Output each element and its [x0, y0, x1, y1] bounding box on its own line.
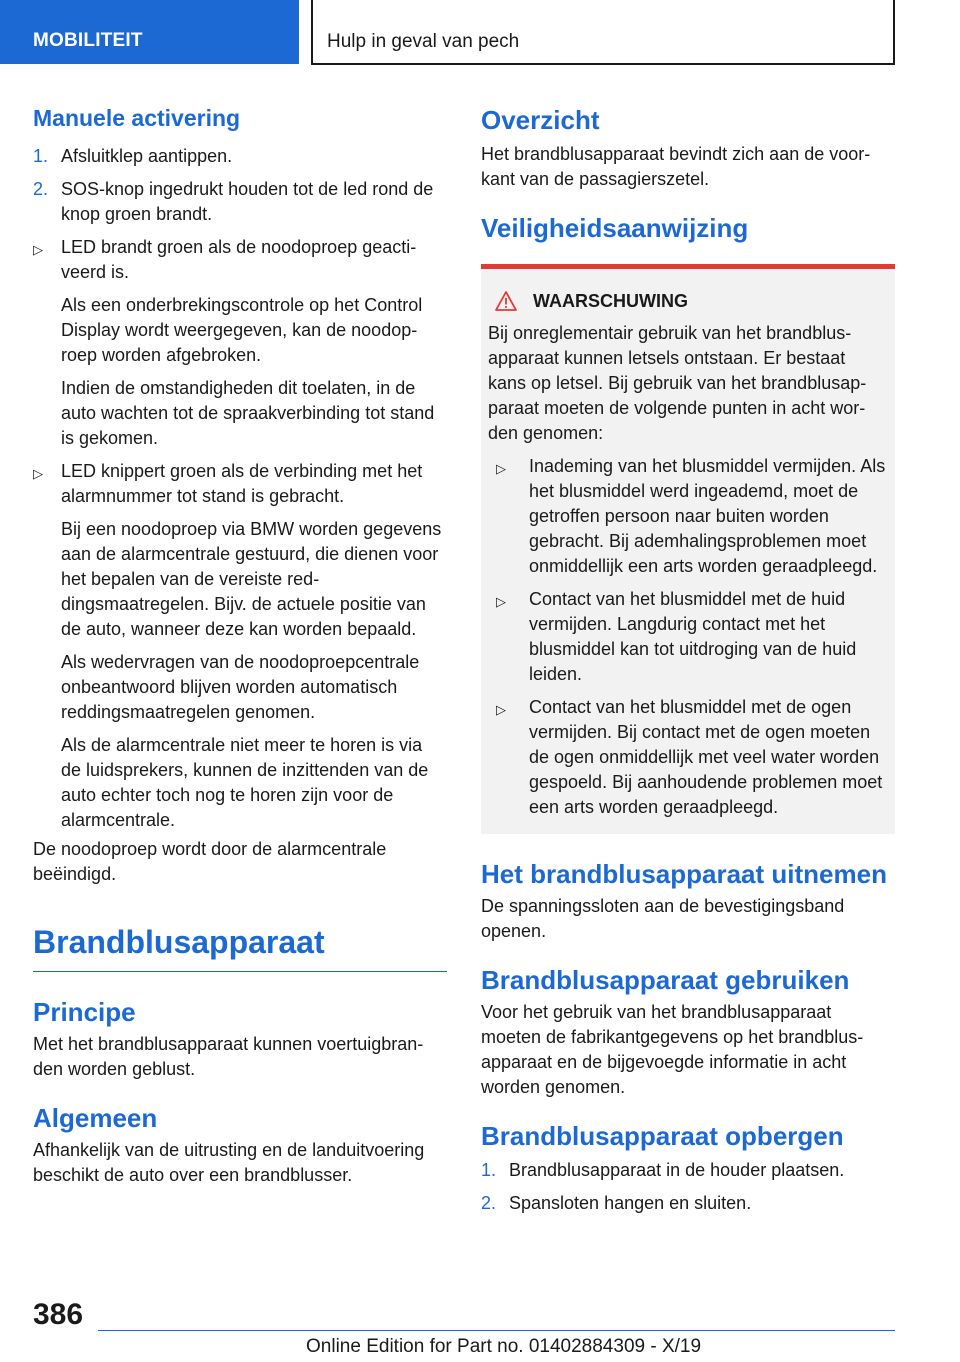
list-item: [496, 695, 887, 820]
list-item: [33, 144, 447, 169]
footer-rule: [98, 1330, 895, 1331]
heading-overview: Overzicht: [481, 105, 600, 135]
sub-paragraph: Als wedervragen van de noodoproepcentrale onbeantwoord blijven worden automatisch reddingsmaatregelen genomen.: [61, 652, 420, 722]
step-number: 1.: [481, 1160, 497, 1180]
heading-store: Brandblusapparaat opbergen: [481, 1121, 844, 1151]
step-text: SOS-knop ingedrukt houden tot de led rond de knop groen brandt.: [61, 179, 434, 224]
bullet-text: Inademing van het blusmiddel vermijden. Als het blusmiddel werd ingeademd, moet de getroffen persoon naar buiten worden gebracht. Bij ademhalingsproblemen moet onmiddellijk een arts worden geraadpleegd.: [529, 456, 886, 576]
paragraph: Voor het gebruik van het brandblusapparaat moeten de fabrikantgegevens op het brandblusapparaat en de bijgevoegde informatie in acht worden genomen.: [481, 1002, 864, 1097]
step-list: [33, 144, 447, 227]
section-label: MOBILITEIT: [33, 30, 143, 51]
left-column: [33, 104, 447, 1188]
step-number: 2.: [33, 179, 49, 199]
step-text: Afsluitklep aantippen.: [61, 146, 233, 166]
heading-general: Algemeen: [33, 1103, 158, 1133]
bullet-text: LED brandt groen als de noodoproep geactiveerd is.: [61, 237, 417, 282]
page-number: 386: [33, 1298, 84, 1331]
step-number: 2.: [481, 1193, 497, 1213]
heading-use: Brandblusapparaat gebruiken: [481, 965, 850, 995]
edition-note: Online Edition for Part no. 01402884309 - X/19: [306, 1336, 702, 1357]
warning-box: [481, 264, 895, 834]
list-item: [33, 459, 447, 509]
triangle-bullet-icon: ▷: [33, 242, 43, 257]
paragraph: Afhankelijk van de uitrusting en de landuitvoering beschikt de auto over een brandblusser.: [33, 1140, 425, 1185]
header-divider-bottom: [311, 63, 895, 65]
bullet-text: Contact van het blusmiddel met de ogen vermijden. Bij contact met de ogen moeten de ogen onmiddellijk met veel water worden gespoeld. Bij aanhoudende problemen moet een arts worden geraadpleegd.: [529, 697, 883, 817]
triangle-bullet-icon: ▷: [496, 461, 506, 476]
bullet-text: LED knippert groen als de verbinding met het alarmnummer tot stand is gebracht.: [61, 461, 423, 506]
section-rule: [33, 971, 447, 972]
header-divider-left: [311, 0, 313, 64]
triangle-bullet-icon: ▷: [496, 594, 506, 609]
sub-paragraph: Als een onderbrekingscontrole op het Control Display wordt weergegeven, kan de noodoproep worden afgebroken.: [61, 295, 423, 365]
section-tab: [0, 0, 299, 64]
paragraph: Met het brandblusapparaat kunnen voertuigbranden worden geblust.: [33, 1034, 424, 1079]
sub-paragraph: Bij een noodoproep via BMW worden gegevens aan de alarmcentrale gestuurd, die dienen voor het bepalen van de vereiste reddingsmaatregelen. Bijv. de actuele positie van de auto, wanneer deze kan worden bepaald.: [61, 519, 442, 639]
triangle-bullet-icon: ▷: [496, 702, 506, 717]
warning-text: Bij onreglementair gebruik van het brandblusapparaat kunnen letsels ontstaan. Er bestaat kans op letsel. Bij gebruik van het brandblusapparaat moeten de volgende punten in acht worden genomen:: [488, 323, 867, 443]
triangle-bullet-icon: ▷: [33, 466, 43, 481]
heading-remove: Het brandblusapparaat uitnemen: [481, 859, 887, 889]
step-number: 1.: [33, 146, 49, 166]
paragraph: De spanningssloten aan de bevestigingsband openen.: [481, 896, 845, 941]
list-item: [496, 454, 887, 579]
heading-principle: Principe: [33, 997, 136, 1027]
chapter-title: Hulp in geval van pech: [327, 31, 520, 52]
warning-triangle-icon: [495, 291, 517, 311]
heading-safety: Veiligheidsaanwijzing: [481, 213, 749, 243]
header-divider-right: [893, 0, 895, 64]
list-item: [33, 235, 447, 285]
step-list: [481, 1158, 895, 1216]
list-item: [481, 1158, 895, 1183]
list-item: [481, 1191, 895, 1216]
warning-label: WAARSCHUWING: [533, 291, 688, 311]
right-column: [481, 104, 895, 1216]
step-text: Brandblusapparaat in de houder plaatsen.: [509, 1160, 845, 1180]
list-item: [496, 587, 887, 687]
paragraph: Het brandblusapparaat bevindt zich aan de voorkant van de passagierszetel.: [481, 144, 871, 189]
paragraph: De noodoproep wordt door de alarmcentrale beëindigd.: [33, 839, 387, 884]
bullet-text: Contact van het blusmiddel met de huid vermijden. Langdurig contact met het blusmiddel kan tot uitdroging van de huid leiden.: [529, 589, 857, 684]
warning-header: [488, 289, 887, 313]
list-item: [33, 177, 447, 227]
heading-manual-activation: Manuele activering: [33, 105, 241, 131]
sub-paragraph: Als de alarmcentrale niet meer te horen is via de luidsprekers, kunnen de inzittenden van de auto echter toch nog te horen zijn voor de alarmcentrale.: [61, 735, 429, 830]
section-title: Brandblusapparaat: [33, 924, 325, 960]
step-text: Spansloten hangen en sluiten.: [509, 1193, 752, 1213]
sub-paragraph: Indien de omstandigheden dit toelaten, in de auto wachten tot de spraakverbinding tot stand is gekomen.: [61, 378, 435, 448]
warning-list: [488, 454, 887, 820]
